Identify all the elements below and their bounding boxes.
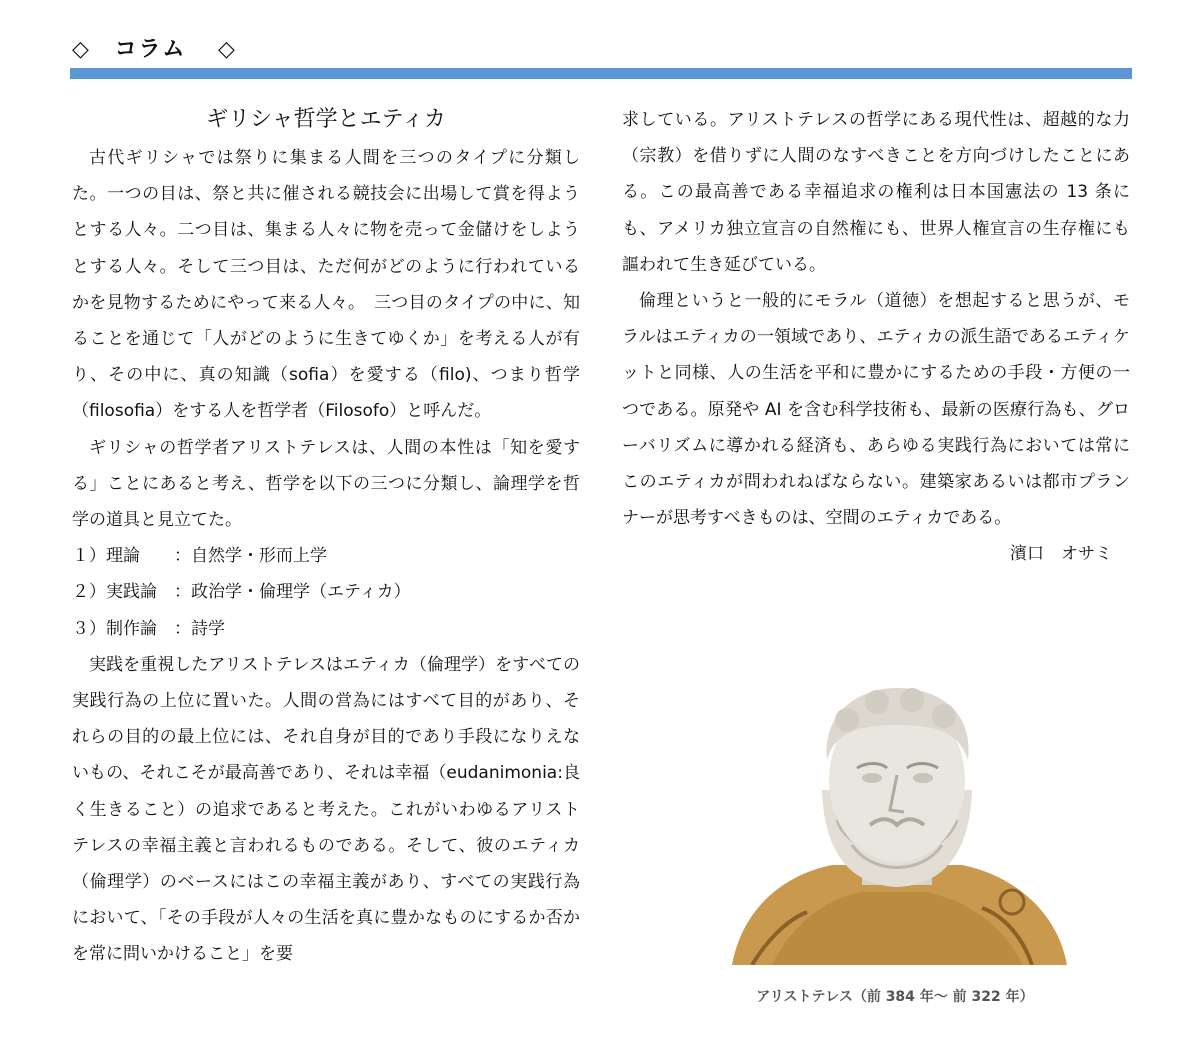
column-header-title: コラム <box>114 37 187 62</box>
paragraph: 求している。アリストテレスの哲学にある現代性は、超越的な力（宗教）を借りずに人間のなすべきことを方向づけしたことにある。この最高善である幸福追求の権利は日本国憲法の 13 条にも、アメリカ独立宣言の自然権にも、世界人権宣言の生存権にも謳われて生き延びている。 <box>622 110 1130 275</box>
list-item: １）理論 ：自然学・形而上学 <box>72 546 327 567</box>
header-rule <box>70 68 1132 79</box>
paragraph: 古代ギリシャでは祭りに集まる人間を三つのタイプに分類した。一つの目は、祭と共に催される競技会に出場して賞を得ようとする人々。二つ目は、集まる人々に物を売って金儲けをしようとする人々。そして三つ目は、ただ何がどのように行われているかを見物するためにやって来る人々。 三つ目のタイプの中に、知ることを通じて「人がどのように生きてゆくか」を考える人が有り、その中に、真の知識（sofia）を愛する（filo)、つまり哲学（filosofia）をする人を哲学者（Filosofo）と呼んだ。 <box>72 148 580 422</box>
author-name: 濱口 オサミ <box>1010 544 1112 565</box>
paragraph: 実践を重視したアリストテレスはエティカ（倫理学）をすべての実践行為の上位に置いた。人間の営為にはすべて目的があり、それらの目的の最上位には、それ自身が目的であり手段になりえないもの、それこそが最高善であり、それは幸福（eudanimonia:良く生きること）の追求であると考えた。これがいわゆるアリストテレスの幸福主義と言われるものである。そして、彼のエティカ（倫理学）のベースにはこの幸福主義があり、すべての実践行為において、「その手段が人々の生活を真に豊かなものにするか否かを常に問いかけること」を要 <box>72 654 580 965</box>
right-column <box>622 102 1130 573</box>
diamond-icon: ◇ <box>72 37 91 62</box>
paragraph: 倫理というと一般的にモラル（道徳）を想起すると思うが、モラルはエティカの一領域であり、エティカの派生語であるエティケットと同様、人の生活を平和に豊かにするための手段・方便の一つである。原発や AI を含む科学技術も、最新の医療行為も、グローバリズムに導かれる経済も、あらゆる実践行為においては常にこのエティカが問われねばならない。建築家あるいは都市プランナーが思考すべきものは、空間のエティカである。 <box>622 291 1130 529</box>
list-item: ２）実践論 ：政治学・倫理学（エティカ） <box>72 582 411 603</box>
article-title: ギリシャ哲学とエティカ <box>206 107 446 132</box>
left-column <box>72 102 580 973</box>
list-item: ３）制作論 ：詩学 <box>72 618 225 639</box>
figure-caption: アリストテレス（前 384 年～ 前 322 年） <box>756 989 1034 1005</box>
aristotle-bust-image <box>712 680 1078 965</box>
column-header <box>72 32 237 63</box>
paragraph: ギリシャの哲学者アリストテレスは、人間の本性は「知を愛する」ことにあると考え、哲学を以下の三つに分類し、論理学を哲学の道具と見立てた。 <box>72 437 580 531</box>
diamond-icon: ◇ <box>218 37 237 62</box>
